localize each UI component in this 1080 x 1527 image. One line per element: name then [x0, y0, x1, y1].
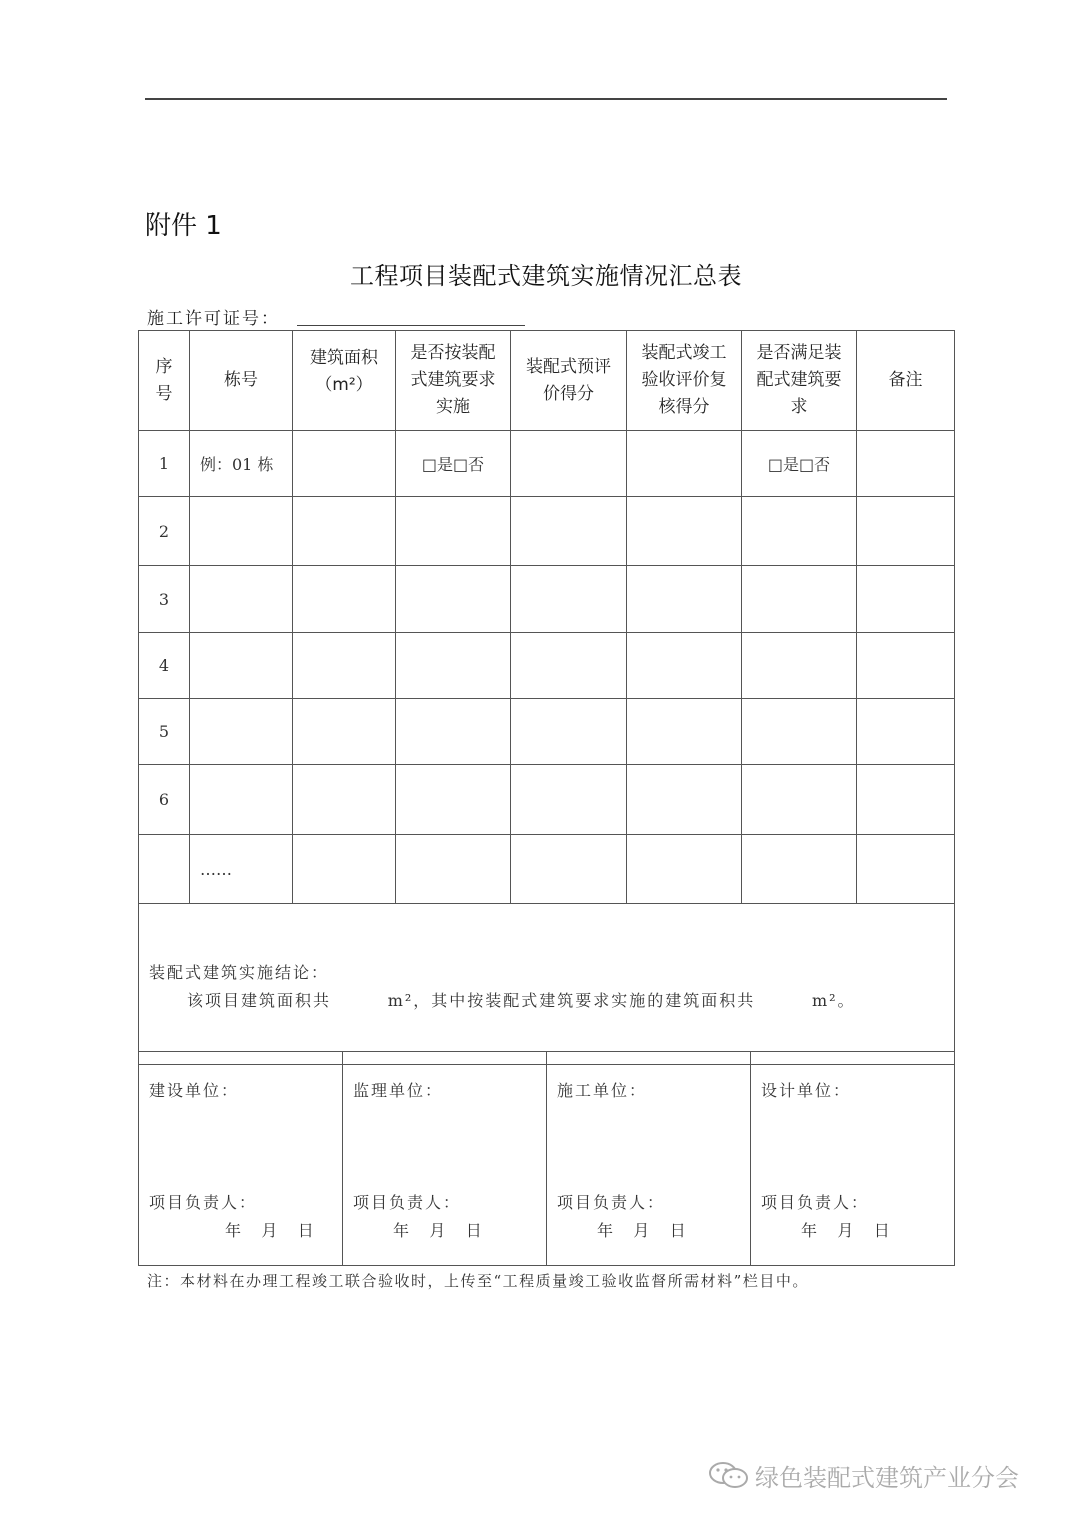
cell-implemented: [396, 699, 511, 765]
cell-meets: [742, 566, 857, 633]
table-row: [139, 431, 955, 497]
cell-remarks: [857, 633, 955, 699]
conclusion-title: 装配式建筑实施结论：: [149, 963, 330, 982]
cell-meets: [742, 633, 857, 699]
table-row: [139, 835, 955, 904]
header-seq: 序号: [139, 331, 190, 431]
unit-label: 监理单位：: [353, 1081, 444, 1100]
cell-meets: [742, 497, 857, 566]
signature-table: [138, 1051, 955, 1266]
watermark-text: 绿色装配式建筑产业分会: [755, 1463, 1019, 1492]
header-area: 建筑面积 （m²）: [293, 331, 396, 431]
table-row: [139, 699, 955, 765]
signature-construction-unit: [139, 1052, 343, 1266]
cell-building: [190, 566, 293, 633]
cell-seq: 2: [139, 497, 190, 566]
cell-remarks: [857, 431, 955, 497]
cell-seq: [139, 835, 190, 904]
cell-remarks: [857, 566, 955, 633]
cell-final-score: [627, 566, 742, 633]
cell-building: [190, 633, 293, 699]
cell-pre-score: [511, 765, 627, 835]
table-row: [139, 765, 955, 835]
header-rule: [145, 98, 947, 100]
cell-building: 例：01 栋: [190, 431, 293, 497]
cell-area: [293, 699, 396, 765]
signature-contractor-unit: [547, 1052, 751, 1266]
header-final-score: 装配式竣工验收评价复核得分: [627, 331, 742, 431]
permit-number-blank: [297, 325, 525, 326]
cell-remarks: [857, 699, 955, 765]
date-line: 年 月 日: [393, 1221, 482, 1240]
conclusion-row: [139, 904, 955, 1065]
cell-implemented-checkbox: □是□否: [396, 431, 511, 497]
cell-final-score: [627, 835, 742, 904]
table-row: [139, 497, 955, 566]
cell-building: [190, 497, 293, 566]
cell-pre-score: [511, 566, 627, 633]
cell-area: [293, 497, 396, 566]
cell-building: [190, 765, 293, 835]
summary-table: [138, 330, 955, 1065]
unit-label: 建设单位：: [149, 1081, 240, 1100]
cell-area: [293, 431, 396, 497]
signature-row: [139, 1052, 955, 1266]
cell-remarks: [857, 765, 955, 835]
wechat-icon: [707, 1460, 751, 1490]
header-remarks: 备注: [857, 331, 955, 431]
cell-meets: [742, 699, 857, 765]
project-manager-label: 项目负责人：: [149, 1193, 258, 1212]
cell-pre-score: [511, 431, 627, 497]
watermark: [707, 1458, 1019, 1492]
cell-seq: 1: [139, 431, 190, 497]
cell-final-score: [627, 633, 742, 699]
date-line: 年 月 日: [597, 1221, 686, 1240]
header-implemented: 是否按装配式建筑要求实施: [396, 331, 511, 431]
cell-seq: 4: [139, 633, 190, 699]
cell-final-score: [627, 699, 742, 765]
signature-supervision-unit: [343, 1052, 547, 1266]
cell-area: [293, 633, 396, 699]
cell-pre-score: [511, 633, 627, 699]
signature-design-unit: [751, 1052, 955, 1266]
cell-implemented: [396, 835, 511, 904]
cell-implemented: [396, 566, 511, 633]
conclusion-text: 该项目建筑面积共 m²，其中按装配式建筑要求实施的建筑面积共 m²。: [187, 991, 856, 1010]
cell-implemented: [396, 497, 511, 566]
project-manager-label: 项目负责人：: [353, 1193, 462, 1212]
cell-pre-score: [511, 699, 627, 765]
cell-pre-score: [511, 835, 627, 904]
cell-final-score: [627, 765, 742, 835]
cell-implemented: [396, 765, 511, 835]
cell-seq: 6: [139, 765, 190, 835]
cell-meets: [742, 835, 857, 904]
date-line: 年 月 日: [225, 1221, 314, 1240]
cell-final-score: [627, 431, 742, 497]
cell-remarks: [857, 497, 955, 566]
document-title: 工程项目装配式建筑实施情况汇总表: [350, 262, 742, 290]
table-row: [139, 566, 955, 633]
cell-implemented: [396, 633, 511, 699]
cell-area: [293, 765, 396, 835]
cell-final-score: [627, 497, 742, 566]
permit-label: 施工许可证号：: [147, 309, 280, 329]
cell-building-ellipsis: ……: [190, 835, 293, 904]
project-manager-label: 项目负责人：: [557, 1193, 666, 1212]
footnote: 注：本材料在办理工程竣工联合验收时，上传至“工程质量竣工验收监督所需材料”栏目中。: [147, 1272, 809, 1290]
project-manager-label: 项目负责人：: [761, 1193, 870, 1212]
date-line: 年 月 日: [801, 1221, 890, 1240]
cell-area: [293, 835, 396, 904]
unit-label: 设计单位：: [761, 1081, 852, 1100]
unit-label: 施工单位：: [557, 1081, 648, 1100]
cell-meets: [742, 765, 857, 835]
cell-seq: 5: [139, 699, 190, 765]
cell-seq: 3: [139, 566, 190, 633]
header-pre-score: 装配式预评价得分: [511, 331, 627, 431]
attachment-label: 附件 1: [145, 211, 222, 241]
cell-remarks: [857, 835, 955, 904]
cell-area: [293, 566, 396, 633]
cell-pre-score: [511, 497, 627, 566]
cell-building: [190, 699, 293, 765]
table-row: [139, 633, 955, 699]
table-header-row: [139, 331, 955, 431]
header-building: 栋号: [190, 331, 293, 431]
cell-meets-checkbox: □是□否: [742, 431, 857, 497]
conclusion-cell: [139, 904, 955, 1065]
header-meets: 是否满足装配式建筑要求: [742, 331, 857, 431]
